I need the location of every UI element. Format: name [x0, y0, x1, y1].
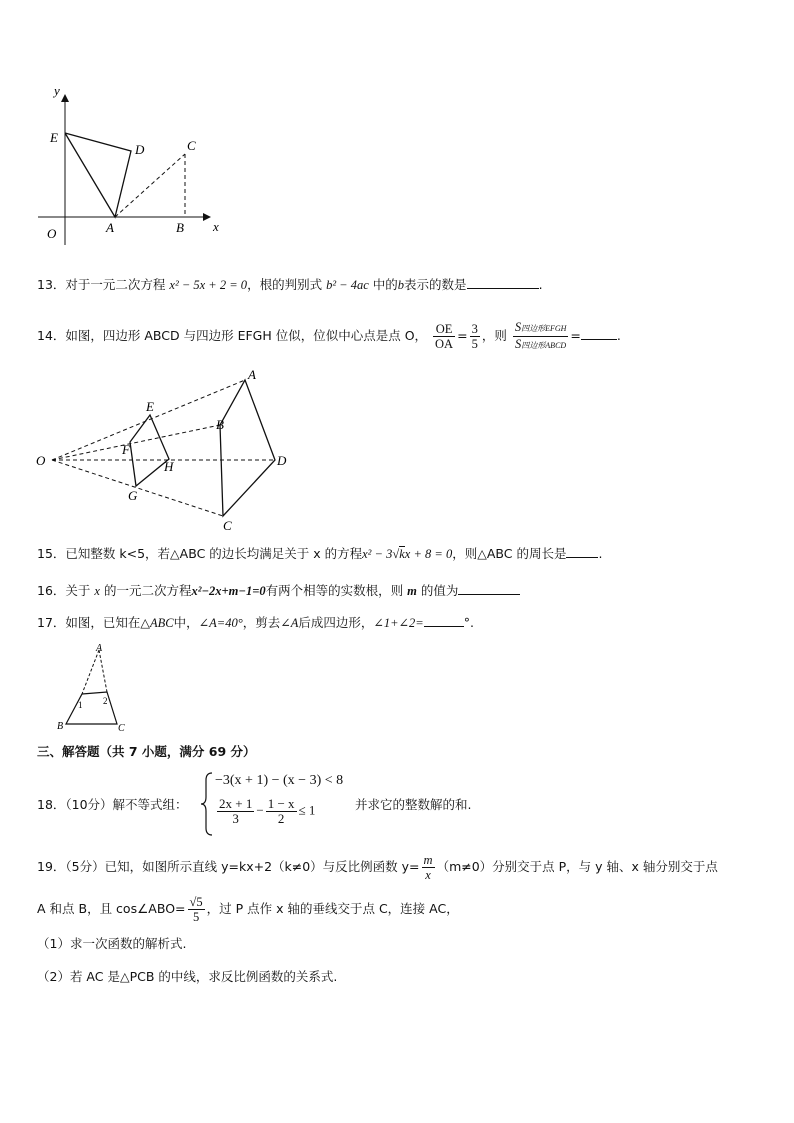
q13-text-1: 对于一元二次方程	[65, 277, 166, 292]
q15-radicand: k	[399, 547, 405, 561]
q14-text-1: 如图，四边形 ABCD 与四边形 EFGH 位似，位似中心点是点 O，	[65, 328, 428, 343]
q14-fraction-3-5	[470, 322, 480, 351]
q15-eq-b: x + 8 = 0	[404, 547, 453, 561]
q13-number: 13．	[37, 277, 66, 292]
q13-equation: x² − 5x + 2 = 0	[169, 278, 248, 292]
q13-text-4: 表示的数是	[404, 277, 467, 292]
q14-equals-2: =	[570, 328, 581, 343]
q13-end: .	[538, 277, 543, 292]
q14-s-num-sub: 四边形EFGH	[521, 324, 567, 333]
q14-area-ratio	[513, 320, 569, 353]
label-E: E	[50, 130, 58, 145]
quad-ABCD	[220, 380, 275, 516]
q16-x: x	[94, 584, 100, 598]
q18-frac1	[217, 797, 254, 826]
q15-number: 15．	[37, 546, 66, 561]
q15-text-2: ，则△ABC 的周长是	[452, 546, 567, 561]
q14-number: 14．	[37, 328, 66, 343]
q14-s-num: S	[514, 320, 522, 334]
q19-text-2: （m≠0）分别交于点 P，与 y 轴、x 轴分别交于点	[436, 859, 718, 874]
dashed-OB	[52, 425, 220, 460]
label-C: C	[118, 723, 125, 734]
q14-fraction-OE-OA	[433, 322, 455, 351]
figure-homothety	[30, 365, 300, 535]
q19-cos-den: 5	[192, 910, 200, 924]
q17-angle-A: ∠A	[280, 616, 299, 630]
q18-frac2	[266, 797, 297, 826]
q13-b: b	[397, 278, 405, 292]
label-y: y	[54, 83, 60, 98]
q18-text-2: 并求它的整数解的和.	[355, 797, 472, 812]
triangle-EAD	[65, 133, 131, 217]
q13-text-3: 中的	[372, 277, 398, 292]
q16-m: m	[407, 584, 417, 598]
q16-equation: x²−2x+m−1=0	[191, 584, 266, 598]
label-O: O	[47, 226, 57, 241]
q16-number: 16．	[37, 583, 66, 598]
figure-coordinate-diagram	[30, 80, 230, 245]
question-19-line-2	[37, 894, 459, 924]
q17-text-4: 后成四边形，	[298, 615, 374, 630]
q17-text-2: 中，	[173, 615, 199, 630]
q17-text-3: ，剪去	[242, 615, 281, 630]
q19-line2-b: ，过 P 点作 x 轴的垂线交于点 C，连接 AC，	[206, 901, 459, 916]
q15-answer-blank[interactable]	[566, 545, 598, 558]
q18-number: 18．（10分）解不等式组：	[37, 797, 188, 812]
label-G: G	[128, 488, 138, 503]
q15-end: .	[598, 546, 603, 561]
label-x: x	[213, 219, 219, 234]
question-15	[37, 545, 602, 563]
q19-frac-den: x	[425, 868, 431, 882]
q17-triangle: △ABC	[140, 616, 174, 630]
q18-frac1-num: 2x + 1	[219, 796, 253, 811]
label-F: F	[122, 442, 130, 457]
q18-inequality-2	[215, 797, 315, 826]
quadrilateral	[66, 692, 117, 724]
dashed-AC	[115, 154, 185, 217]
question-13	[37, 276, 543, 294]
label-D: D	[277, 453, 287, 468]
q14-equals-1: =	[457, 328, 468, 343]
q17-answer-blank[interactable]	[424, 614, 464, 627]
q15-eq-a: x² − 3	[362, 547, 393, 561]
q17-angle: ∠A=40°	[198, 616, 243, 630]
q17-end: °.	[463, 615, 474, 630]
label-2: 2	[103, 696, 108, 706]
q19-fraction-cos	[188, 895, 205, 924]
q19-text-1: 19．（5分）已知，如图所示直线 y=kx+2（k≠0）与反比例函数 y=	[37, 859, 420, 874]
label-H: H	[164, 459, 174, 474]
q14-frac1-num: OE	[433, 322, 455, 337]
label-O: O	[36, 453, 46, 468]
q16-text-4: 的值为	[420, 583, 459, 598]
q18-minus: −	[256, 802, 264, 818]
label-B: B	[57, 721, 64, 732]
question-19-line-1	[37, 852, 718, 882]
figure-cut-triangle	[52, 642, 142, 737]
label-A: A	[248, 367, 256, 382]
q16-answer-blank[interactable]	[458, 582, 520, 595]
q19-cos-num: √5	[189, 895, 203, 909]
q16-text-3: 有两个相等的实数根，则	[265, 583, 404, 598]
q14-end: .	[616, 328, 621, 343]
q19-fraction-m-x	[422, 853, 435, 882]
q14-frac2-num: 3	[471, 322, 478, 336]
q18-frac2-num: 1 − x	[267, 796, 295, 811]
label-A: A	[96, 643, 103, 654]
q19-line2-a: A 和点 B，且 cos∠ABO=	[37, 901, 186, 916]
label-1: 1	[78, 700, 83, 710]
question-16	[37, 582, 520, 600]
label-C: C	[187, 138, 196, 153]
dashed-OC	[52, 460, 223, 516]
q13-text-2: ，根的判别式	[247, 277, 323, 292]
q16-text-2: 的一元二次方程	[103, 583, 192, 598]
question-18	[37, 771, 757, 837]
dashed-A-right	[99, 650, 107, 692]
q18-le: ≤ 1	[298, 802, 316, 818]
question-14	[37, 318, 621, 354]
q14-frac2-den: 5	[471, 337, 478, 351]
q17-text-1: 如图，已知在	[65, 615, 141, 630]
question-17	[37, 614, 474, 632]
label-C: C	[223, 518, 232, 533]
label-A: A	[106, 220, 114, 235]
q14-s-den-sub: 四边形ABCD	[521, 341, 567, 350]
q15-sqrt: √k	[392, 547, 405, 561]
q18-frac2-den: 2	[277, 811, 285, 826]
quad-EFGH	[130, 415, 169, 486]
q18-brace	[200, 771, 214, 837]
q17-sum: ∠1+∠2=	[373, 616, 424, 630]
question-19-part-2: （2）若 AC 是△PCB 的中线，求反比例函数的关系式.	[37, 969, 338, 984]
question-19-part-1: （1）求一次函数的解析式.	[37, 936, 187, 951]
q14-text-2: ，则	[481, 328, 507, 343]
q18-frac1-den: 3	[232, 811, 239, 826]
q13-discriminant: b² − 4ac	[326, 278, 369, 292]
q14-answer-blank[interactable]	[581, 327, 617, 340]
label-D: D	[135, 142, 145, 157]
label-B: B	[216, 417, 224, 432]
q15-text-1: 已知整数 k<5，若△ABC 的边长均满足关于 x 的方程	[65, 546, 363, 561]
dashed-A-left	[82, 650, 99, 694]
label-B: B	[176, 220, 184, 235]
q13-answer-blank[interactable]	[467, 276, 539, 289]
q16-text-1: 关于	[65, 583, 91, 598]
q14-s-den: S	[515, 337, 522, 351]
q18-inequality-1: −3(x + 1) − (x − 3) < 8	[215, 773, 344, 788]
label-E: E	[146, 399, 154, 414]
q19-frac-num: m	[423, 853, 433, 867]
section-3-title: 三、解答题（共 7 小题，满分 69 分）	[37, 744, 256, 759]
q17-number: 17．	[37, 615, 66, 630]
q14-frac1-den: OA	[435, 337, 454, 351]
